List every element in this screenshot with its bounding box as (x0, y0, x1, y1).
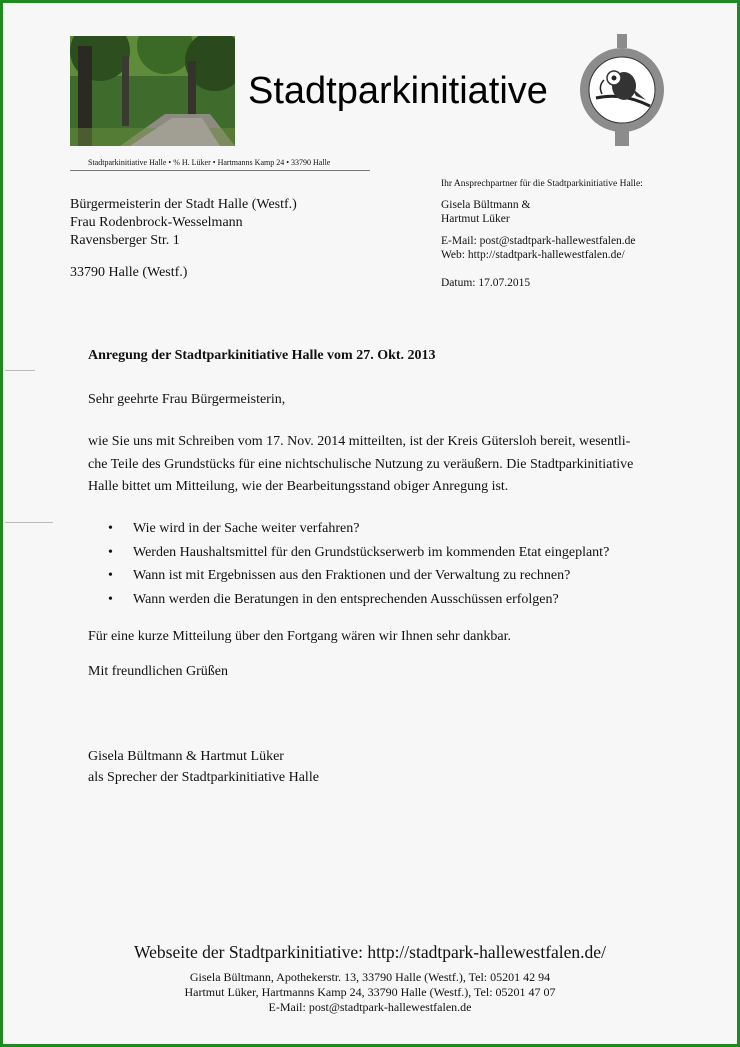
list-item: • Wann ist mit Ergebnissen aus den Fraktionen und der Verwaltung zu rechnen? (108, 564, 609, 588)
recipient-address (70, 196, 297, 282)
contact-email: E-Mail: post@stadtpark-hallewestfalen.de (441, 235, 636, 247)
list-item: • Werden Haushaltsmittel für den Grundstückserwerb im kommenden Etat eingeplant? (108, 541, 609, 565)
list-item: • Wann werden die Beratungen in den entsprechenden Ausschüssen erfolgen? (108, 588, 609, 612)
recipient-line: Bürgermeisterin der Stadt Halle (Westf.) (70, 197, 297, 212)
signature-names: Gisela Bültmann & Hartmut Lüker (88, 749, 284, 764)
question-list (108, 517, 609, 611)
footer-addresses (0, 970, 740, 1015)
divider (70, 170, 370, 171)
signature-block (88, 746, 673, 788)
park-photo (70, 36, 235, 146)
contact-name: Hartmut Lüker (441, 213, 510, 225)
contact-name: Gisela Bültmann & (441, 199, 531, 211)
letter-subject: Anregung der Stadtparkinitiative Halle vom 27. Okt. 2013 (88, 348, 436, 363)
fold-mark (5, 522, 53, 523)
organization-title: Stadtparkinitiative (248, 70, 548, 112)
contact-block (441, 177, 643, 290)
footer-address: Gisela Bültmann, Apothekerstr. 13, 33790 Halle (Westf.), Tel: 05201 42 94 (189, 970, 551, 984)
owl-logo (574, 34, 670, 146)
signature-role: als Sprecher der Stadtparkinitiative Halle (88, 770, 319, 785)
footer-email: E-Mail: post@stadtpark-hallewestfalen.de (268, 1000, 472, 1014)
paragraph-line: wie Sie uns mit Schreiben vom 17. Nov. 2014 mitteilten, ist der Kreis Gütersloh bereit, wesentli- (88, 434, 631, 449)
recipient-line: Frau Rodenbrock-Wesselmann (70, 215, 243, 230)
footer-website: Webseite der Stadtparkinitiative: http://stadtpark-hallewestfalen.de/ (134, 942, 606, 962)
sender-return-line: Stadtparkinitiative Halle • % H. Lüker • Hartmanns Kamp 24 • 33790 Halle (88, 158, 331, 167)
fold-mark (5, 370, 35, 371)
salutation: Sehr geehrte Frau Bürgermeisterin, (88, 392, 286, 407)
recipient-city: 33790 Halle (Westf.) (70, 265, 188, 280)
closing-paragraph: Für eine kurze Mitteilung über den Fortgang wären wir Ihnen sehr dankbar. (88, 629, 511, 644)
contact-heading: Ihr Ansprechpartner für die Stadtparkinitiative Halle: (441, 179, 643, 189)
list-item: • Wie wird in der Sache weiter verfahren? (108, 517, 609, 541)
letter-date: Datum: 17.07.2015 (441, 277, 531, 289)
closing: Mit freundlichen Grüßen (88, 664, 228, 679)
recipient-line: Ravensberger Str. 1 (70, 233, 180, 248)
paragraph-line: che Teile des Grundstücks für eine nichtschulische Nutzung zu veräußern. Die Stadtparkinitiative (88, 456, 634, 472)
body-paragraph (88, 431, 673, 499)
footer-address: Hartmut Lüker, Hartmanns Kamp 24, 33790 Halle (Westf.), Tel: 05201 47 07 (184, 985, 556, 999)
paragraph-line: Halle bittet um Mitteilung, wie der Bearbeitungsstand obiger Anregung ist. (88, 479, 509, 494)
contact-web: Web: http://stadtpark-hallewestfalen.de/ (441, 249, 625, 261)
